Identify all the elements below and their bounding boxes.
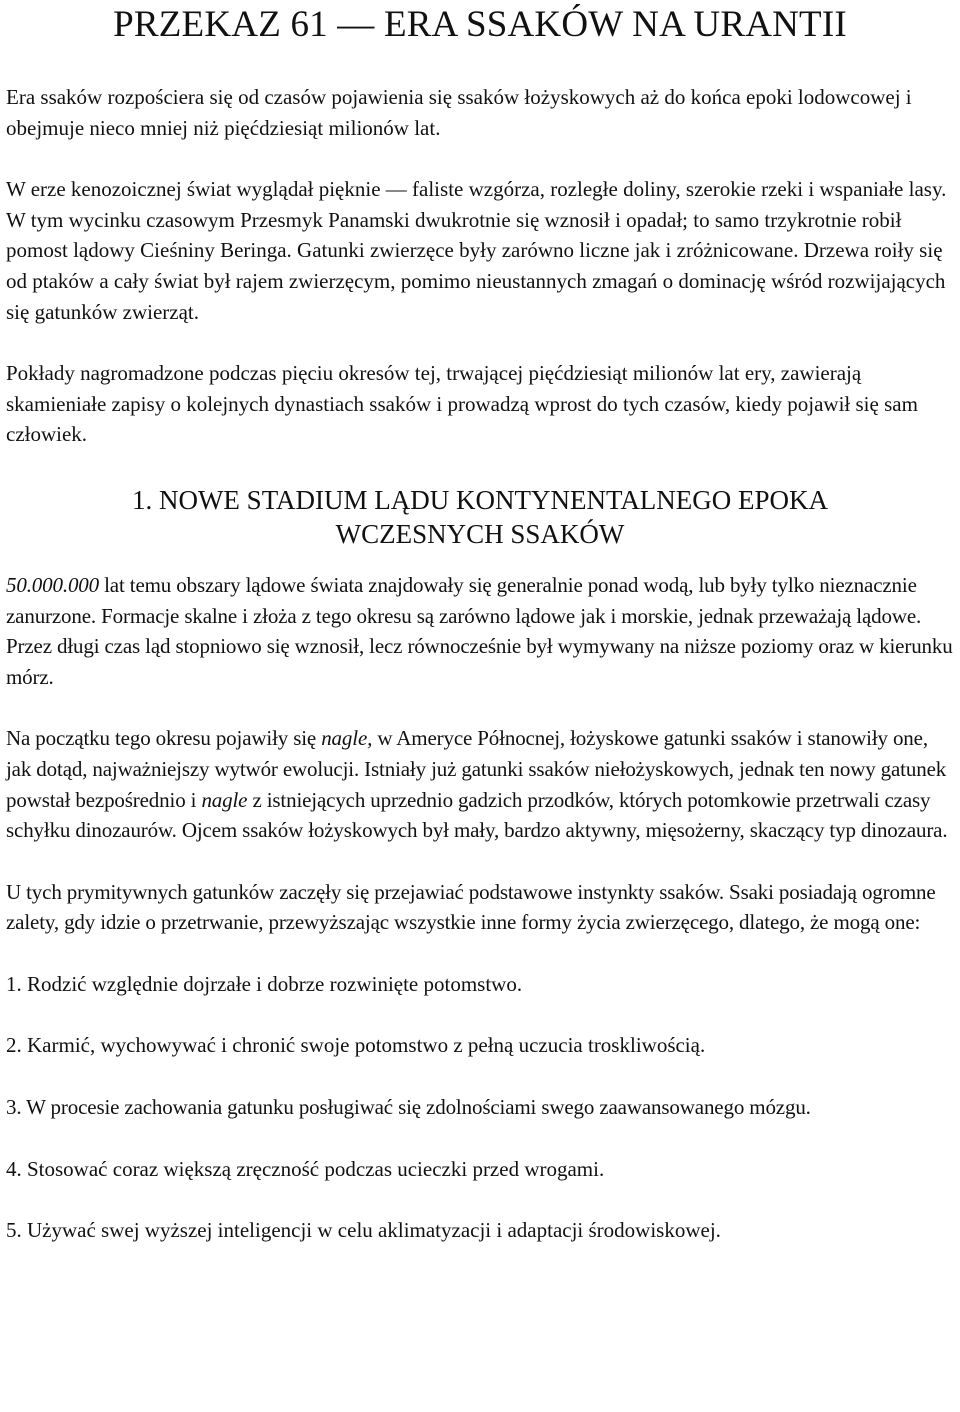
section-paragraph-2-part-c: z istniejących uprzednio gadzich przodków, których potomkowie przetrwali czasy schyłku dinozaurów. Ojcem ssaków łożyskowych był mały, bardzo aktywny, mięsożerny, skaczący typ dinozaura. bbox=[6, 787, 948, 843]
section-paragraph-2-part-b: w Ameryce Północnej, łożyskowe gatunki ssaków i stanowiły one, jak dotąd, najważniejszy wytwór ewolucji. Istniały już gatunki ssaków niełożyskowych, jednak ten nowy gatunek powstał bezpośrednio i bbox=[6, 726, 947, 812]
list-item-2: 2. Karmić, wychowywać i chronić swoje potomstwo z pełną uczucia troskliwością. bbox=[6, 1033, 706, 1058]
document-page bbox=[6, 0, 954, 1246]
intro-paragraph-1: Era ssaków rozpościera się od czasów pojawienia się ssaków łożyskowych aż do końca epoki lodowcowej i obejmuje nieco mniej niż pięćdziesiąt milionów lat. bbox=[6, 85, 912, 140]
section-paragraph-1-text: lat temu obszary lądowe świata znajdowały się generalnie ponad wodą, lub były tylko nieznacznie zanurzone. Formacje skalne i złoża z tego okresu są zarówno lądowe jak i morskie, jednak przeważają lądowe. Przez długi czas ląd stopniowo się wznosił, lecz równocześnie był wymywany na niższe poziomy oraz w kierunku mórz. bbox=[6, 572, 953, 689]
date-figure: 50.000.000 bbox=[6, 572, 100, 597]
section-paragraph-1 bbox=[6, 570, 954, 692]
section-heading-line-2: WCZESNYCH SSAKÓW bbox=[335, 518, 625, 549]
section-heading-line-1: 1. NOWE STADIUM LĄDU KONTYNENTALNEGO EPOKA bbox=[131, 484, 829, 515]
section-heading bbox=[6, 483, 954, 551]
list-item-4: 4. Stosować coraz większą zręczność podczas ucieczki przed wrogami. bbox=[6, 1156, 605, 1181]
section-paragraph-2 bbox=[6, 723, 954, 845]
intro-paragraph-2: W erze kenozoicznej świat wyglądał pięknie — faliste wzgórza, rozległe doliny, szerokie rzeki i wspaniałe lasy. W tym wycinku czasowym Przesmyk Panamski dwukrotnie się wznosił i opadał; to samo trzykrotnie robił pomost lądowy Cieśniny Beringa. Gatunki zwierzęce były zarówno liczne jak i zróżnicowane. Drzewa roiły się od ptaków a cały świat był rajem zwierzęcym, pomimo nieustannych zmagań o dominację wśród rozwijających się gatunków zwierząt. bbox=[6, 177, 947, 324]
intro-paragraph-3: Pokłady nagromadzone podczas pięciu okresów tej, trwającej pięćdziesiąt milionów lat ery, zawierają skamieniałe zapisy o kolejnych dynastiach ssaków i prowadzą wprost do tych czasów, kiedy pojawił się sam człowiek. bbox=[6, 361, 918, 447]
document-title: PRZEKAZ 61 — ERA SSAKÓW NA URANTII bbox=[113, 4, 847, 45]
section-paragraph-2-part-a: Na początku tego okresu pojawiły się bbox=[6, 726, 322, 751]
section-paragraph-3: U tych prymitywnych gatunków zaczęły się przejawiać podstawowe instynkty ssaków. Ssaki posiadają ogromne zalety, gdy idzie o przetrwanie, przewyższając wszystkie inne formy życia zwierzęcego, dlatego, że mogą one: bbox=[6, 879, 936, 935]
list-item-1: 1. Rodzić względnie dojrzałe i dobrze rozwinięte potomstwo. bbox=[6, 971, 523, 996]
emphasis-nagle-2: nagle bbox=[201, 787, 248, 812]
emphasis-nagle-1: nagle, bbox=[321, 726, 373, 751]
list-item-5: 5. Używać swej wyższej inteligencji w celu aklimatyzacji i adaptacji środowiskowej. bbox=[6, 1218, 721, 1243]
list-item-3: 3. W procesie zachowania gatunku posługiwać się zdolnościami swego zaawansowanego mózgu. bbox=[6, 1095, 811, 1120]
